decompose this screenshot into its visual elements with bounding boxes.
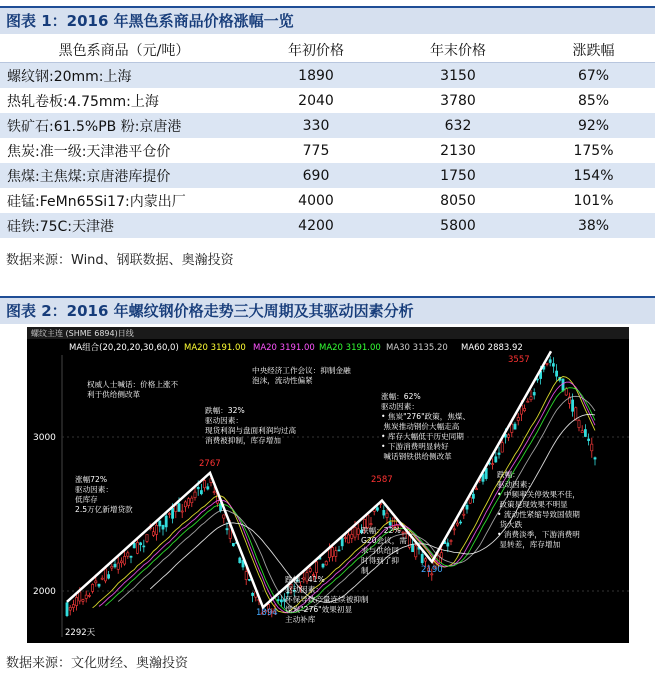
table-row <box>0 188 655 213</box>
candle <box>328 549 330 558</box>
annotation-line: 喊话钢铁供给侧改革 <box>381 452 452 461</box>
cell-end: 1750 <box>384 163 532 188</box>
candle <box>213 492 215 493</box>
candle <box>508 435 510 437</box>
candle <box>383 510 385 515</box>
candle <box>348 535 350 543</box>
annotation-line: 跌幅： <box>497 470 520 479</box>
candle <box>546 363 548 364</box>
candle <box>572 400 574 411</box>
candle <box>370 524 372 525</box>
cell-change: 92% <box>532 113 655 138</box>
annotation-line: 消费被抑制，库存增加 <box>205 436 281 445</box>
price-label-trough2: 2190 <box>421 565 443 575</box>
candle <box>322 564 324 567</box>
candle <box>335 551 337 557</box>
annotation-line: 焦炭推动钢价大幅走高 <box>381 422 460 431</box>
price-label-trough1: 1894 <box>256 608 278 618</box>
cell-start: 330 <box>248 113 384 138</box>
cell-start: 1890 <box>248 63 384 89</box>
candle <box>207 487 209 489</box>
figure1-title: 图表 1：2016 年黑色系商品价格涨幅一览 <box>0 6 655 34</box>
annotation-line: 2.5万亿新增贷款 <box>75 505 133 514</box>
header-end-price: 年末价格 <box>430 43 486 59</box>
annotation-line: 制 <box>361 566 369 575</box>
annotation-line: 显转差，库存增加 <box>497 540 561 549</box>
candle <box>453 529 455 530</box>
candle <box>159 521 161 526</box>
cell-end: 8050 <box>384 188 532 213</box>
candle <box>136 542 138 553</box>
candle <box>88 595 90 596</box>
candle <box>386 513 388 517</box>
y-tick-label-3000: 3000 <box>33 433 56 443</box>
annotation-line: 环保导致产量连续被抑制 <box>285 595 369 604</box>
table-header-row <box>0 38 655 63</box>
cell-change: 101% <box>532 188 655 213</box>
candlestick-chart <box>27 327 629 643</box>
candle <box>197 487 199 489</box>
annotation-line: 中央经济工作会议：抑制金融 <box>252 366 351 375</box>
candle <box>581 431 583 433</box>
candle <box>466 505 468 509</box>
cell-start: 4000 <box>248 188 384 213</box>
candle <box>536 379 538 380</box>
table-row <box>0 88 655 113</box>
candle <box>204 481 206 488</box>
candle <box>463 514 465 515</box>
header-start-price: 年初价格 <box>288 43 344 59</box>
candle <box>517 417 519 420</box>
ma-legend-item: MA20 3191.00 <box>253 343 315 353</box>
cell-start: 2040 <box>248 88 384 113</box>
candle <box>223 515 225 518</box>
candle <box>412 545 414 552</box>
annotation-line: 利于供给侧改革 <box>87 390 141 399</box>
candle <box>146 535 148 542</box>
candle <box>175 505 177 512</box>
cell-start: 775 <box>248 138 384 163</box>
cell-start: 690 <box>248 163 384 188</box>
candle <box>66 603 68 616</box>
candle <box>309 569 311 572</box>
annotation-line: 泡沫，流动性偏紧 <box>252 376 313 385</box>
candle <box>533 392 535 395</box>
candle <box>188 499 190 506</box>
candle <box>485 468 487 478</box>
ma-legend-item: MA组合(20,20,20,30,60,0) <box>69 343 179 353</box>
cell-change: 67% <box>532 63 655 89</box>
candle <box>476 489 478 490</box>
cell-name: 热轧卷板:4.75mm:上海 <box>0 88 248 113</box>
candle <box>588 439 590 441</box>
annotation-line: 驱动因素： <box>497 480 535 489</box>
candle <box>108 575 110 579</box>
cell-name: 硅锰:FeMn65Si17:内蒙出厂 <box>0 188 248 213</box>
candle <box>376 508 378 511</box>
candle <box>117 563 119 569</box>
candle <box>124 556 126 564</box>
candle <box>165 516 167 527</box>
annotation-line: 低库存 <box>75 495 98 504</box>
candle <box>156 525 158 534</box>
candle <box>450 541 452 542</box>
table-row <box>0 63 655 89</box>
annotation-line: 政策是现效果不明显 <box>497 500 568 509</box>
header-commodity: 黑色系商品（元/吨） <box>58 43 190 59</box>
candle <box>79 592 81 601</box>
candle <box>280 600 282 602</box>
candle <box>245 572 247 580</box>
annotation-line: 驱动因素： <box>205 416 243 425</box>
candle <box>549 360 551 363</box>
annotation-line: 时得到了抑 <box>361 556 399 565</box>
candle <box>181 511 183 512</box>
annotation-line: 现货利润与盘面利润均过高 <box>205 426 297 435</box>
header-change: 涨跌幅 <box>572 43 615 59</box>
candle <box>591 444 593 451</box>
candle <box>239 558 241 563</box>
candle <box>556 371 558 376</box>
candle <box>172 508 174 518</box>
figure2-source: 数据来源：文化财经、奥瀚投资 <box>6 656 189 671</box>
cell-name: 螺纹钢:20mm:上海 <box>0 63 248 89</box>
candle <box>85 595 87 598</box>
candle <box>492 464 494 465</box>
annotation-line: 驱动因素： <box>75 485 113 494</box>
annotation-line: G20会议，需 <box>361 536 407 545</box>
table-row <box>0 163 655 188</box>
candle <box>527 401 529 402</box>
candle <box>194 492 196 498</box>
candle <box>277 600 279 601</box>
candle <box>316 562 318 573</box>
candle <box>511 424 513 432</box>
candle <box>95 581 97 583</box>
cell-end: 3150 <box>384 63 532 89</box>
candle <box>495 457 497 462</box>
cell-name: 焦煤:主焦煤:京唐港库提价 <box>0 163 248 188</box>
annotation-line: 驱动因素： <box>381 402 419 411</box>
candle <box>498 453 500 455</box>
candle <box>472 494 474 498</box>
candle <box>338 550 340 551</box>
candle <box>341 538 343 546</box>
cell-name: 焦炭:准一级:天津港平仓价 <box>0 138 248 163</box>
cell-end: 2130 <box>384 138 532 163</box>
ma-legend-item: MA20 3191.00 <box>319 343 381 353</box>
cell-name: 铁矿石:61.5%PB 粉:京唐港 <box>0 113 248 138</box>
price-label-peak3: 3557 <box>508 355 530 365</box>
candle <box>344 538 346 539</box>
candle <box>191 498 193 503</box>
annotation-line: 涨幅：62% <box>381 392 421 401</box>
annotation-line: 涨幅72% <box>75 475 108 484</box>
candle <box>184 502 186 507</box>
annotation-line: 权威人士喊话：价格上涨不 <box>87 380 179 389</box>
table-row <box>0 113 655 138</box>
candle <box>168 514 170 515</box>
candle <box>354 527 356 537</box>
candle <box>76 598 78 606</box>
candle <box>101 578 103 579</box>
price-change-table <box>0 38 655 238</box>
candle <box>514 424 516 429</box>
candle <box>152 532 154 536</box>
figure2-title: 图表 2：2016 年螺纹钢价格走势三大周期及其驱动因素分析 <box>0 296 655 324</box>
candle <box>120 561 122 563</box>
cell-change: 85% <box>532 88 655 113</box>
candle <box>524 408 526 410</box>
annotation-line: • 中频率关停效果不佳， <box>497 490 580 499</box>
candle <box>127 553 129 556</box>
annotation-line: • 下游消费明显转好 <box>381 442 449 451</box>
candle <box>104 569 106 581</box>
candle <box>178 504 180 512</box>
annotation-line: • 焦炭"276"政策，焦煤、 <box>381 412 471 421</box>
y-tick-label-2000: 2000 <box>33 587 56 597</box>
candle <box>389 522 391 525</box>
price-label-start: 2292天 <box>65 628 96 638</box>
candle <box>584 429 586 436</box>
annotation-line: • 库存大幅低于历史同期 <box>381 432 464 441</box>
candle <box>82 600 84 602</box>
candle <box>248 579 250 580</box>
candle <box>440 553 442 558</box>
ma-legend-item: MA60 2883.92 <box>461 343 523 353</box>
price-label-peak2: 2587 <box>371 475 393 485</box>
annotation-line: 跌幅：41% <box>285 575 325 584</box>
candle <box>143 546 145 547</box>
candle <box>501 443 503 452</box>
table-row <box>0 213 655 238</box>
cell-end: 3780 <box>384 88 532 113</box>
annotation-line: 跌幅：22% <box>361 526 401 535</box>
candle <box>530 397 532 400</box>
ma-legend-item: MA20 3191.00 <box>184 343 246 353</box>
cell-end: 5800 <box>384 213 532 238</box>
candle <box>447 543 449 546</box>
chart-window-title: 螺纹主连 (SHME 6894)日线 <box>31 329 134 338</box>
candle <box>469 497 471 503</box>
table-row <box>0 138 655 163</box>
candle <box>162 525 164 529</box>
cell-change: 175% <box>532 138 655 163</box>
candle <box>402 532 404 533</box>
annotation-line: 货大跌 <box>497 520 523 529</box>
candle <box>357 529 359 535</box>
chart-svg <box>27 327 629 643</box>
candle <box>69 607 71 610</box>
candle <box>594 458 596 459</box>
price-label-peak1: 2767 <box>199 459 221 469</box>
candle <box>111 566 113 568</box>
annotation-line: 跌幅：32% <box>205 406 245 415</box>
figure1-source: 数据来源：Wind、钢联数据、奥瀚投资 <box>6 253 234 268</box>
candle <box>252 593 254 595</box>
candle <box>424 559 426 561</box>
annotation-line: • 流动性紧缩导致国债期 <box>497 510 580 519</box>
ma-legend-item: MA30 3135.20 <box>386 343 448 353</box>
annotation-line: 煤炭"276"效果初显 <box>285 605 353 614</box>
candle <box>332 548 334 557</box>
annotation-line: • 消费淡季，下游消费明 <box>497 530 580 539</box>
candle <box>460 522 462 523</box>
candle <box>130 556 132 557</box>
cell-change: 154% <box>532 163 655 188</box>
candle <box>351 534 353 538</box>
candle <box>226 529 228 530</box>
cell-end: 632 <box>384 113 532 138</box>
candle <box>578 420 580 427</box>
candle <box>72 605 74 608</box>
candle <box>565 389 567 395</box>
cell-name: 硅铁:75C:天津港 <box>0 213 248 238</box>
candle <box>232 543 234 545</box>
annotation-line: 求与供给同 <box>361 546 399 555</box>
candle <box>114 564 116 567</box>
candle <box>552 364 554 367</box>
candle <box>325 561 327 564</box>
candle <box>456 523 458 525</box>
annotation-line: 主动补库 <box>285 615 316 624</box>
annotation-line: 驱动因素： <box>285 585 323 594</box>
cell-start: 4200 <box>248 213 384 238</box>
candle <box>415 546 417 557</box>
cell-change: 38% <box>532 213 655 238</box>
candle <box>140 543 142 545</box>
candle <box>200 490 202 493</box>
candle <box>421 554 423 563</box>
candle <box>133 543 135 548</box>
candle <box>98 584 100 586</box>
candle <box>92 584 94 591</box>
